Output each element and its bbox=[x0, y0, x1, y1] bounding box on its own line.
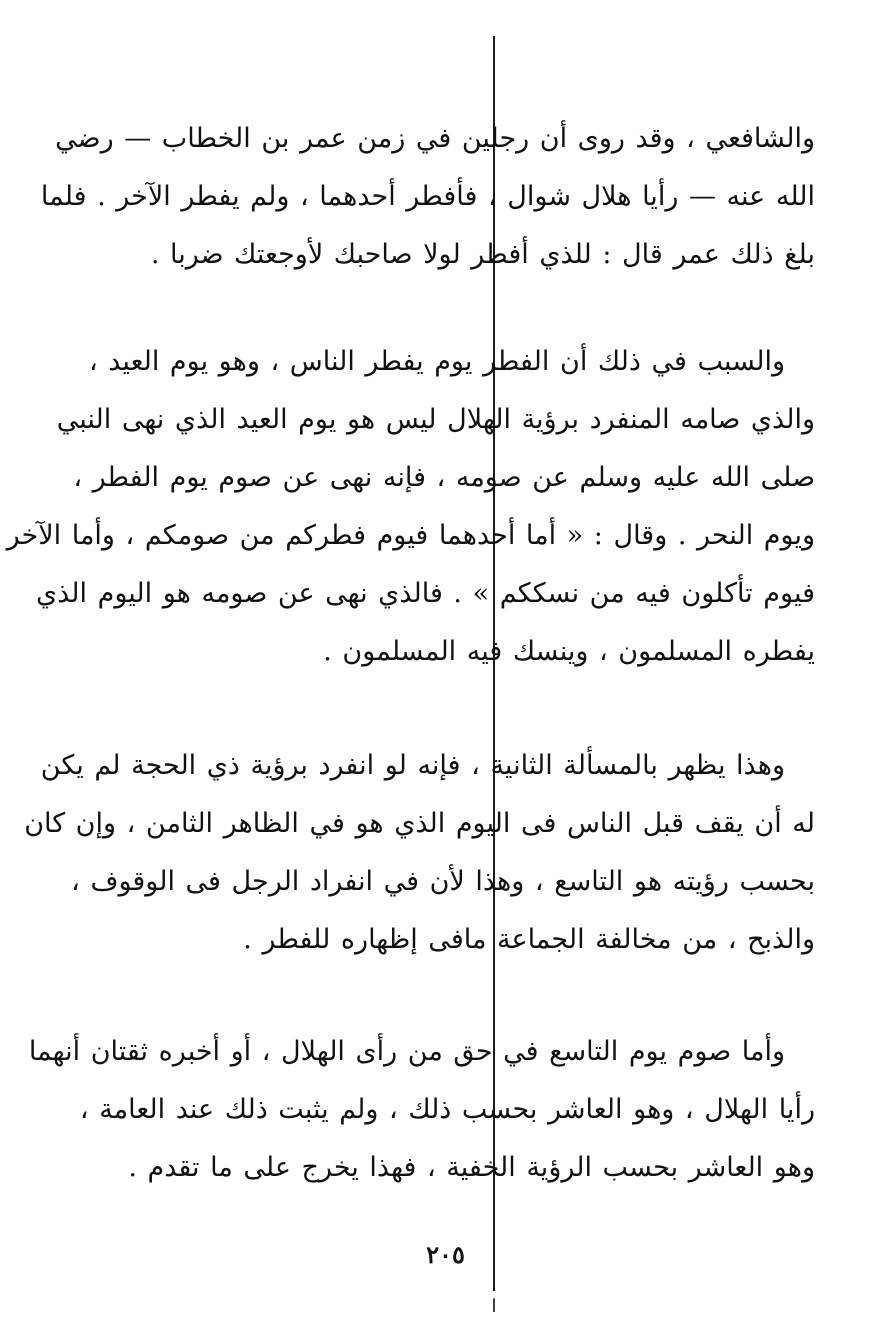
paragraph-line: له أن يقف قبل الناس فى اليوم الذي هو في الظاهر الثامن ، وإن كان bbox=[24, 808, 815, 839]
paragraph-line: وهذا يظهر بالمسألة الثانية ، فإنه لو انفرد برؤية ذي الحجة لم يكن bbox=[40, 750, 785, 781]
paragraph-line: بلغ ذلك عمر قال : للذي أفطر لولا صاحبك لأوجعتك ضربا . bbox=[150, 239, 815, 270]
page-number: ٢٠٥ bbox=[426, 1240, 465, 1269]
paragraph-line: صلى الله عليه وسلم عن صومه ، فإنه نهى عن صوم يوم الفطر ، bbox=[73, 462, 815, 493]
bottom-mark: ا bbox=[491, 1296, 497, 1317]
paragraph-line: والذبح ، من مخالفة الجماعة مافى إظهاره للفطر . bbox=[243, 924, 815, 955]
paragraph-line: بحسب رؤيته هو التاسع ، وهذا لأن في انفراد الرجل فى الوقوف ، bbox=[71, 866, 815, 897]
paragraph-3 bbox=[24, 737, 815, 969]
paragraph-line: ويوم النحر . وقال : « أما أحدهما فيوم فطركم من صومكم ، وأما الآخر bbox=[6, 520, 815, 551]
paragraph-line: يفطره المسلمون ، وينسك فيه المسلمون . bbox=[323, 636, 815, 667]
paragraph-line: فيوم تأكلون فيه من نسككم » . فالذي نهى عن صومه هو اليوم الذي bbox=[35, 578, 815, 609]
paragraph-line: وهو العاشر بحسب الرؤية الخفية ، فهذا يخرج على ما تقدم . bbox=[128, 1152, 815, 1183]
paragraph-4 bbox=[28, 1023, 815, 1197]
paragraph-line: والذي صامه المنفرد برؤية الهلال ليس هو يوم العيد الذي نهى النبي bbox=[56, 404, 815, 435]
paragraph-line: رأيا الهلال ، وهو العاشر بحسب ذلك ، ولم يثبت ذلك عند العامة ، bbox=[79, 1094, 815, 1125]
paragraph-line: وأما صوم يوم التاسع في حق من رأى الهلال ، أو أخبره ثقتان أنهما bbox=[28, 1036, 785, 1067]
paragraph-line: والشافعي ، وقد روى أن رجلين في زمن عمر بن الخطاب — رضي bbox=[55, 123, 815, 154]
paragraph-1 bbox=[40, 110, 815, 284]
paragraph-line: والسبب في ذلك أن الفطر يوم يفطر الناس ، وهو يوم العيد ، bbox=[88, 346, 785, 377]
paragraph-2 bbox=[6, 333, 815, 681]
paragraph-line: الله عنه — رأيا هلال شوال ، فأفطر أحدهما ، ولم يفطر الآخر . فلما bbox=[40, 181, 815, 212]
